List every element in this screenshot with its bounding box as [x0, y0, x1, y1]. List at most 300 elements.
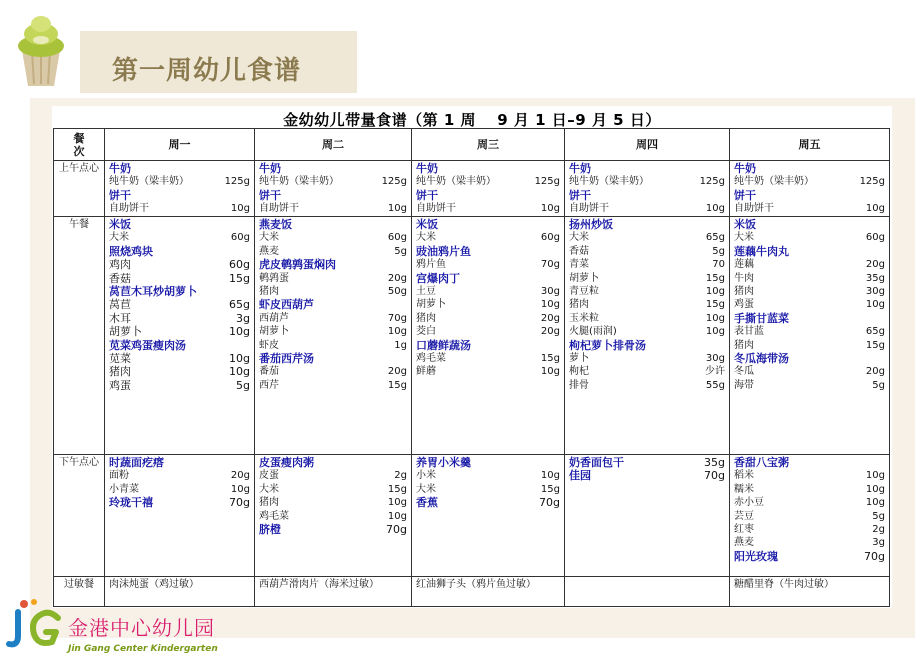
- ingredient-line: [109, 202, 250, 215]
- ingredient-line: [734, 258, 885, 271]
- ingredient-line: [734, 496, 885, 509]
- meal-label-lunch: 午餐: [54, 217, 105, 455]
- dish-name: 宫爆肉丁: [416, 271, 460, 285]
- ingredient-quantity: 30g: [705, 353, 725, 365]
- dish-name: 时蔬面疙瘩: [109, 456, 164, 469]
- menu-title: 金幼幼儿带量食谱（第 1 周 9 月 1 日–9 月 5 日）: [283, 111, 661, 129]
- logo-chinese-name: 金港中心幼儿园: [68, 616, 215, 640]
- ingredient-name: 自助饼干: [734, 203, 774, 215]
- ingredient-name: 糯米: [734, 483, 754, 495]
- ingredient-line: [109, 312, 250, 325]
- ingredient-quantity: 10g: [705, 326, 725, 338]
- ingredient-quantity: 10g: [705, 286, 725, 298]
- ingredient-name: 猪肉: [734, 339, 754, 351]
- dish-name: 饼干: [259, 188, 281, 202]
- ingredient-quantity: 70: [712, 259, 725, 271]
- ingredient-name: 胡萝卜: [569, 272, 599, 284]
- ingredient-line: [569, 365, 725, 378]
- ingredient-quantity: 10g: [540, 299, 560, 311]
- ingredient-line: [109, 469, 250, 482]
- ingredient-line: [109, 365, 250, 378]
- ingredient-line: [109, 258, 250, 271]
- ingredient-line: [569, 272, 725, 285]
- ingredient-name: 枸杞: [569, 366, 589, 378]
- ingredient-line: [259, 231, 407, 244]
- dish-line: [734, 218, 885, 231]
- dish-name: 玲珑干禧: [109, 496, 153, 510]
- ingredient-quantity: 20g: [540, 326, 560, 338]
- ingredient-quantity: 50g: [387, 286, 407, 298]
- ingredient-line: [734, 483, 885, 496]
- menu-cell: [255, 455, 412, 577]
- dish-name: 枸杞萝卜排骨汤: [569, 338, 646, 352]
- ingredient-quantity: 125g: [534, 176, 560, 188]
- dish-line: [569, 189, 725, 202]
- ingredient-quantity: 10g: [705, 312, 725, 324]
- ingredient-quantity: 15g: [540, 483, 560, 495]
- dish-line: [734, 352, 885, 365]
- ingredient-name: 纯牛奶（梁丰奶）: [416, 176, 496, 188]
- allergy-cell-5: 糖醋里脊（牛肉过敏）: [730, 577, 890, 607]
- ingredient-name: 大米: [259, 483, 279, 495]
- ingredient-line: [734, 379, 885, 392]
- ingredient-name: 茭白: [416, 326, 436, 338]
- ingredient-name: 猪肉: [259, 286, 279, 298]
- dish-name: 香蕉: [416, 496, 438, 510]
- ingredient-line: [734, 285, 885, 298]
- ingredient-name: 大米: [416, 232, 436, 244]
- ingredient-name: 鸡毛菜: [416, 353, 446, 365]
- ingredient-line: [109, 175, 250, 188]
- ingredient-line: [109, 483, 250, 496]
- dish-line: [259, 352, 407, 365]
- ingredient-name: 海带: [734, 379, 754, 391]
- ingredient-name: 鸡蛋: [109, 378, 131, 392]
- meal-label-breakfast: 上午点心: [54, 161, 105, 217]
- ingredient-name: 莴苣: [109, 298, 131, 312]
- dish-line: [259, 298, 407, 311]
- ingredient-line: [569, 231, 725, 244]
- ingredient-line: [109, 231, 250, 244]
- ingredient-name: 鸦片鱼: [416, 259, 446, 271]
- ingredient-quantity: 15g: [387, 379, 407, 391]
- ingredient-name: 猪肉: [734, 286, 754, 298]
- ingredient-line: [109, 272, 250, 285]
- dish-name: 饼干: [734, 188, 756, 202]
- ingredient-line: [259, 175, 407, 188]
- ingredient-name: 牛肉: [734, 272, 754, 284]
- ingredient-line: [734, 298, 885, 311]
- ingredient-quantity: 10g: [540, 366, 560, 378]
- ingredient-name: 纯牛奶（梁丰奶）: [569, 176, 649, 188]
- ingredient-name: 西芹: [259, 379, 279, 391]
- ingredient-name: 自助饼干: [416, 203, 456, 215]
- ingredient-quantity: 5g: [712, 245, 725, 257]
- dish-name: 米饭: [734, 218, 756, 231]
- dish-name: 脐橙: [259, 523, 281, 537]
- menu-cell: [565, 217, 730, 455]
- ingredient-quantity: 10g: [229, 365, 250, 379]
- ingredient-line: [734, 325, 885, 338]
- ingredient-line: [569, 325, 725, 338]
- ingredient-line: [416, 483, 560, 496]
- ingredient-quantity: 5g: [394, 245, 407, 257]
- ingredient-line: [109, 325, 250, 338]
- dish-name: 莲藕牛肉丸: [734, 244, 789, 258]
- dish-line: [109, 339, 250, 352]
- ingredient-quantity: 60g: [229, 258, 250, 272]
- ingredient-quantity: 15g: [705, 272, 725, 284]
- ingredient-name: 燕麦: [259, 245, 279, 257]
- ingredient-name: 土豆: [416, 286, 436, 298]
- ingredient-name: 表甘蓝: [734, 326, 764, 338]
- dish-name: 饼干: [569, 188, 591, 202]
- logo-english-name: Jin Gang Center Kindergarten: [68, 644, 218, 654]
- dish-line: [109, 285, 250, 298]
- ingredient-quantity: 2g: [872, 524, 885, 536]
- meal-label-allergy: 过敏餐: [54, 577, 105, 607]
- ingredient-line: [569, 379, 725, 392]
- header-row: [54, 129, 890, 161]
- dish-name: 饼干: [416, 188, 438, 202]
- dish-name: 奶香面包干: [569, 456, 624, 469]
- dish-name: 阳光玫瑰: [734, 549, 778, 563]
- dish-quantity: 35g: [704, 456, 725, 469]
- ingredient-line: [416, 285, 560, 298]
- ingredient-quantity: 10g: [230, 203, 250, 215]
- ingredient-line: [259, 272, 407, 285]
- ingredient-quantity: 10g: [865, 483, 885, 495]
- ingredient-name: 萝卜: [569, 353, 589, 365]
- dish-name: 虎皮鹌鹑蛋焖肉: [259, 258, 336, 272]
- ingredient-quantity: 10g: [230, 483, 250, 495]
- ingredient-quantity: 3g: [236, 311, 250, 325]
- dish-line: [734, 245, 885, 258]
- ingredient-quantity: 少许: [705, 366, 725, 378]
- ingredient-quantity: 70g: [540, 259, 560, 271]
- ingredient-line: [416, 258, 560, 271]
- ingredient-line: [734, 536, 885, 549]
- dish-quantity: 70g: [229, 496, 250, 510]
- ingredient-line: [569, 285, 725, 298]
- dish-line: [109, 218, 250, 231]
- ingredient-name: 大米: [416, 483, 436, 495]
- ingredient-name: 猪肉: [109, 365, 131, 379]
- ingredient-line: [734, 365, 885, 378]
- ingredient-name: 大米: [109, 232, 129, 244]
- ingredient-quantity: 20g: [230, 470, 250, 482]
- ingredient-name: 莲藕: [734, 259, 754, 271]
- ingredient-line: [259, 285, 407, 298]
- header-day-4: 周四: [565, 129, 730, 161]
- dish-name: 口蘑鲜蔬汤: [416, 338, 471, 352]
- ingredient-quantity: 15g: [540, 353, 560, 365]
- ingredient-quantity: 125g: [699, 176, 725, 188]
- dish-line: [109, 456, 250, 469]
- dish-line: [734, 456, 885, 469]
- dish-name: 香甜八宝粥: [734, 456, 789, 469]
- dish-name: 牛奶: [734, 162, 756, 175]
- ingredient-line: [259, 379, 407, 392]
- dish-line: [259, 523, 407, 536]
- ingredient-line: [259, 312, 407, 325]
- snack-row: [54, 455, 890, 577]
- ingredient-quantity: 125g: [859, 176, 885, 188]
- ingredient-quantity: 5g: [872, 379, 885, 391]
- ingredient-line: [416, 365, 560, 378]
- dish-line: [109, 245, 250, 258]
- ingredient-line: [416, 175, 560, 188]
- dish-line: [416, 162, 560, 175]
- ingredient-name: 燕麦: [734, 537, 754, 549]
- slide-title: 第一周幼儿食谱: [112, 56, 302, 86]
- dish-quantity: 70g: [864, 549, 885, 563]
- ingredient-quantity: 20g: [865, 259, 885, 271]
- dish-line: [259, 162, 407, 175]
- ingredient-name: 虾皮: [259, 339, 279, 351]
- ingredient-name: 稻米: [734, 470, 754, 482]
- dish-name: 牛奶: [109, 162, 131, 175]
- ingredient-line: [416, 325, 560, 338]
- ingredient-name: 小米: [416, 470, 436, 482]
- ingredient-line: [569, 175, 725, 188]
- ingredient-line: [734, 523, 885, 536]
- ingredient-line: [259, 245, 407, 258]
- menu-cell: [412, 455, 565, 577]
- dish-quantity: 70g: [704, 469, 725, 483]
- ingredient-line: [734, 272, 885, 285]
- ingredient-line: [259, 483, 407, 496]
- ingredient-quantity: 65g: [865, 326, 885, 338]
- ingredient-name: 胡萝卜: [416, 299, 446, 311]
- ingredient-name: 自助饼干: [569, 203, 609, 215]
- ingredient-quantity: 60g: [540, 232, 560, 244]
- ingredient-name: 香菇: [569, 245, 589, 257]
- ingredient-quantity: 65g: [229, 298, 250, 312]
- ingredient-line: [569, 298, 725, 311]
- dish-name: 番茄西芹汤: [259, 352, 314, 366]
- lunch-row: [54, 217, 890, 455]
- ingredient-quantity: 5g: [236, 378, 250, 392]
- dish-name: 豉油鸦片鱼: [416, 244, 471, 258]
- ingredient-quantity: 10g: [229, 352, 250, 366]
- dish-line: [109, 189, 250, 202]
- header-day-2: 周二: [255, 129, 412, 161]
- ingredient-name: 西葫芦: [259, 312, 289, 324]
- dish-line: [416, 496, 560, 509]
- dish-line: [569, 456, 725, 469]
- ingredient-name: 冬瓜: [734, 366, 754, 378]
- ingredient-quantity: 35g: [865, 272, 885, 284]
- ingredient-quantity: 20g: [387, 272, 407, 284]
- ingredient-quantity: 5g: [872, 510, 885, 522]
- dish-name: 冬瓜海带汤: [734, 352, 789, 366]
- ingredient-name: 火腿(雨润): [569, 326, 617, 338]
- ingredient-name: 胡萝卜: [109, 325, 142, 339]
- ingredient-quantity: 3g: [872, 537, 885, 549]
- ingredient-quantity: 10g: [540, 203, 560, 215]
- dish-name: 牛奶: [259, 162, 281, 175]
- ingredient-quantity: 70g: [387, 312, 407, 324]
- dish-name: 米饭: [109, 218, 131, 231]
- ingredient-name: 皮蛋: [259, 470, 279, 482]
- ingredient-line: [109, 379, 250, 392]
- ingredient-line: [109, 298, 250, 311]
- dish-line: [569, 162, 725, 175]
- ingredient-quantity: 10g: [865, 299, 885, 311]
- allergy-cell-2: 西葫芦滑肉片（海米过敏）: [255, 577, 412, 607]
- dish-name: 扬州炒饭: [569, 218, 613, 231]
- ingredient-line: [416, 352, 560, 365]
- dish-line: [109, 162, 250, 175]
- dish-name: 燕麦饭: [259, 218, 292, 231]
- menu-cell: [255, 161, 412, 217]
- ingredient-name: 纯牛奶（梁丰奶）: [734, 176, 814, 188]
- ingredient-name: 木耳: [109, 311, 131, 325]
- menu-cell: [412, 217, 565, 455]
- menu-cell: [730, 217, 890, 455]
- ingredient-quantity: 10g: [229, 325, 250, 339]
- ingredient-line: [259, 325, 407, 338]
- ingredient-line: [734, 339, 885, 352]
- ingredient-line: [259, 469, 407, 482]
- ingredient-quantity: 10g: [705, 203, 725, 215]
- dish-line: [569, 339, 725, 352]
- ingredient-quantity: 10g: [865, 203, 885, 215]
- dish-line: [259, 456, 407, 469]
- ingredient-line: [569, 352, 725, 365]
- header-day-5: 周五: [730, 129, 890, 161]
- ingredient-line: [569, 245, 725, 258]
- menu-cell: [412, 161, 565, 217]
- ingredient-line: [734, 231, 885, 244]
- ingredient-name: 香菇: [109, 271, 131, 285]
- ingredient-quantity: 60g: [230, 232, 250, 244]
- dish-line: [416, 456, 560, 469]
- dish-line: [416, 218, 560, 231]
- ingredient-quantity: 30g: [865, 286, 885, 298]
- dish-quantity: 70g: [386, 523, 407, 537]
- ingredient-quantity: 125g: [381, 176, 407, 188]
- ingredient-name: 猪肉: [569, 299, 589, 311]
- menu-table: [53, 128, 890, 607]
- menu-cell: [105, 161, 255, 217]
- dish-name: 莴苣木耳炒胡萝卜: [109, 285, 197, 299]
- ingredient-name: 自助饼干: [259, 203, 299, 215]
- ingredient-name: 猪肉: [259, 497, 279, 509]
- ingredient-line: [416, 231, 560, 244]
- ingredient-quantity: 20g: [387, 366, 407, 378]
- menu-cell: [565, 161, 730, 217]
- ingredient-quantity: 10g: [387, 203, 407, 215]
- ingredient-name: 纯牛奶（梁丰奶）: [259, 176, 339, 188]
- jg-logo-icon: [4, 598, 66, 650]
- ingredient-name: 玉米粒: [569, 312, 599, 324]
- ingredient-line: [569, 202, 725, 215]
- ingredient-name: 纯牛奶（梁丰奶）: [109, 176, 189, 188]
- dish-line: [416, 272, 560, 285]
- dish-name: 照烧鸡块: [109, 244, 153, 258]
- ingredient-line: [259, 496, 407, 509]
- dish-line: [734, 189, 885, 202]
- ingredient-name: 面粉: [109, 470, 129, 482]
- ingredient-quantity: 20g: [865, 366, 885, 378]
- dish-name: 牛奶: [569, 162, 591, 175]
- ingredient-line: [734, 510, 885, 523]
- dish-line: [734, 550, 885, 563]
- dish-line: [734, 312, 885, 325]
- ingredient-line: [259, 510, 407, 523]
- ingredient-line: [259, 365, 407, 378]
- ingredient-line: [416, 469, 560, 482]
- kindergarten-logo: [4, 598, 254, 664]
- ingredient-name: 苋菜: [109, 352, 131, 366]
- ingredient-quantity: 30g: [540, 286, 560, 298]
- ingredient-quantity: 10g: [865, 470, 885, 482]
- dish-name: 手撕甘蓝菜: [734, 311, 789, 325]
- menu-cell: [105, 217, 255, 455]
- dish-name: 米饭: [416, 218, 438, 231]
- allergy-cell-1: 肉沫炖蛋（鸡过敏）: [105, 577, 255, 607]
- ingredient-quantity: 15g: [865, 339, 885, 351]
- ingredient-name: 排骨: [569, 379, 589, 391]
- ingredient-line: [734, 175, 885, 188]
- meal-label-snack: 下午点心: [54, 455, 105, 577]
- ingredient-name: 红枣: [734, 524, 754, 536]
- ingredient-name: 赤小豆: [734, 497, 764, 509]
- ingredient-name: 青豆粒: [569, 286, 599, 298]
- ingredient-line: [416, 312, 560, 325]
- ingredient-line: [734, 202, 885, 215]
- ingredient-quantity: 15g: [229, 271, 250, 285]
- menu-cell: [105, 455, 255, 577]
- ingredient-line: [259, 339, 407, 352]
- dish-line: [109, 496, 250, 509]
- ingredient-line: [569, 258, 725, 271]
- menu-cell: [730, 455, 890, 577]
- ingredient-name: 鸡肉: [109, 258, 131, 272]
- ingredient-line: [734, 469, 885, 482]
- ingredient-quantity: 10g: [540, 470, 560, 482]
- dish-line: [416, 245, 560, 258]
- ingredient-line: [259, 202, 407, 215]
- ingredient-quantity: 10g: [865, 497, 885, 509]
- menu-cell: [565, 455, 730, 577]
- ingredient-name: 番茄: [259, 366, 279, 378]
- ingredient-line: [109, 352, 250, 365]
- dish-line: [416, 189, 560, 202]
- breakfast-row: [54, 161, 890, 217]
- ingredient-line: [569, 312, 725, 325]
- ingredient-line: [416, 202, 560, 215]
- dish-name: 牛奶: [416, 162, 438, 175]
- ingredient-quantity: 60g: [387, 232, 407, 244]
- ingredient-quantity: 10g: [387, 326, 407, 338]
- ingredient-name: 大米: [259, 232, 279, 244]
- allergy-cell-3: 红油狮子头（鸦片鱼过敏）: [412, 577, 565, 607]
- dish-name: 养胃小米羹: [416, 456, 471, 469]
- ingredient-name: 青菜: [569, 259, 589, 271]
- header-day-3: 周三: [412, 129, 565, 161]
- ingredient-name: 芸豆: [734, 510, 754, 522]
- ingredient-quantity: 60g: [865, 232, 885, 244]
- ingredient-quantity: 125g: [224, 176, 250, 188]
- dish-name: 虾皮西葫芦: [259, 298, 314, 312]
- dish-line: [259, 189, 407, 202]
- dish-quantity: 70g: [539, 496, 560, 510]
- ingredient-quantity: 10g: [387, 497, 407, 509]
- menu-cell: [255, 217, 412, 455]
